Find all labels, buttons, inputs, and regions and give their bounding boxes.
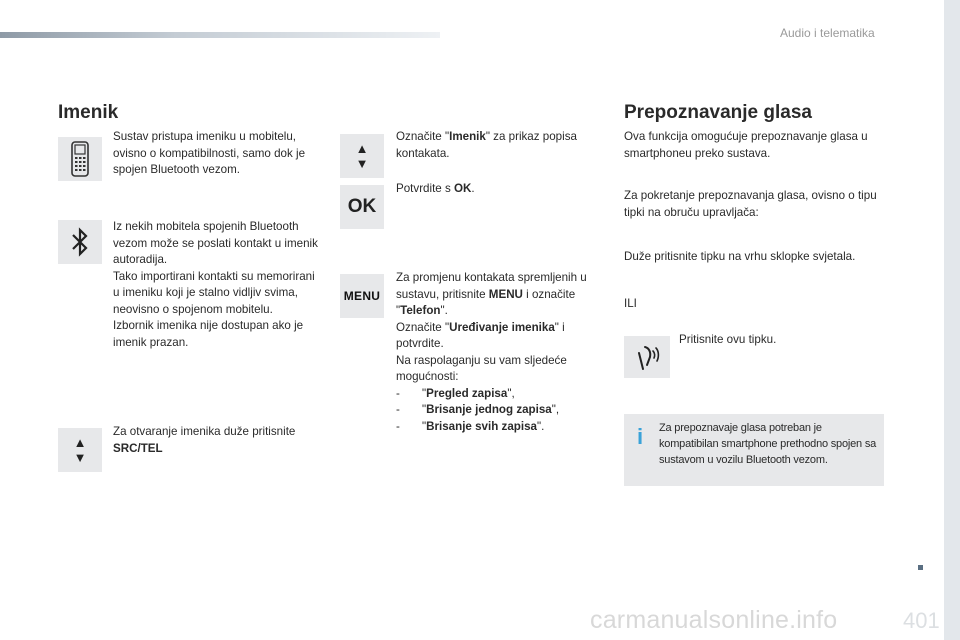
imenik-title: Imenik — [58, 102, 119, 123]
arrow-up-icon: ▲ — [73, 435, 87, 450]
arrow-down-icon: ▼ — [73, 450, 87, 465]
step-menu-edit: Za promjenu kontakata spremljenih u sustavu, pritisnite MENU i označite "Telefon". Označite "Uređivanje imenika" i potvrdite. Na raspolaganju su vam sljedeće mogućnosti: - "Pregled zapisa", - "Brisanje jednog zapisa", - "Brisanje svih zapisa". — [396, 270, 601, 435]
info-icon: i — [637, 424, 644, 449]
imenik-text-3: Za otvaranje imenika duže pritisnite SRC/TEL — [113, 425, 296, 455]
page-number: 401 — [903, 608, 940, 633]
list-item: - "Pregled zapisa", — [396, 386, 515, 400]
prepoznavanje-title: Prepoznavanje glasa — [624, 102, 812, 123]
imenik-text-1: Sustav pristupa imeniku u mobitelu, ovisno o kompatibilnosti, samo dok je spojen Bluetooth vezom. — [113, 130, 306, 176]
options-list — [396, 386, 601, 436]
up-down-arrows-icon-2 — [340, 134, 384, 178]
voice-hand-icon — [624, 336, 670, 378]
bluetooth-icon — [58, 220, 102, 264]
imenik-text-2: Iz nekih mobitela spojenih Bluetooth vezom može se poslati kontakt u imenik autoradija. Tako importirani kontakti su memorirani u imeniku koji je stalno vidljiv svima, neovisno o spojenom mobitelu. Izbornik imenika nije dostupan ako je imenik prazan. — [113, 220, 318, 349]
page-marker — [918, 565, 923, 570]
page-edge-strip — [944, 0, 960, 640]
step-confirm-ok: Potvrdite s OK. — [396, 182, 475, 195]
ili-label: ILI — [624, 297, 637, 310]
arrow-down-icon: ▼ — [355, 156, 369, 171]
arrow-up-icon: ▲ — [355, 141, 369, 156]
prepoznavanje-text-1: Ova funkcija omogućuje prepoznavanje glasa u smartphoneu preko sustava. — [624, 130, 868, 160]
top-decorative-bar — [0, 32, 440, 38]
phone-icon — [58, 137, 102, 181]
menu-button-icon: MENU — [340, 274, 384, 318]
prepoznavanje-text-2: Za pokretanje prepoznavanja glasa, ovisno o tipu tipki na obruču upravljača: — [624, 189, 877, 219]
prepoznavanje-text-3: Duže pritisnite tipku na vrhu sklopke svjetala. — [624, 250, 856, 263]
ok-button-icon: OK — [340, 185, 384, 229]
list-item: - "Brisanje svih zapisa". — [396, 419, 545, 433]
info-text: Za prepoznavaje glasa potreban je kompatibilan smartphone prethodno spojen sa sustavom u vozilu Bluetooth vezom. — [659, 422, 877, 466]
list-item: - "Brisanje jednog zapisa", — [396, 403, 560, 416]
step-select-imenik: Označite "Imenik" za prikaz popisa kontakata. — [396, 130, 577, 160]
section-header: Audio i telematika — [780, 26, 875, 40]
watermark: carmanualsonline.info — [590, 606, 838, 634]
up-down-arrows-icon — [58, 428, 102, 472]
prepoznavanje-text-4: Pritisnite ovu tipku. — [679, 333, 777, 346]
